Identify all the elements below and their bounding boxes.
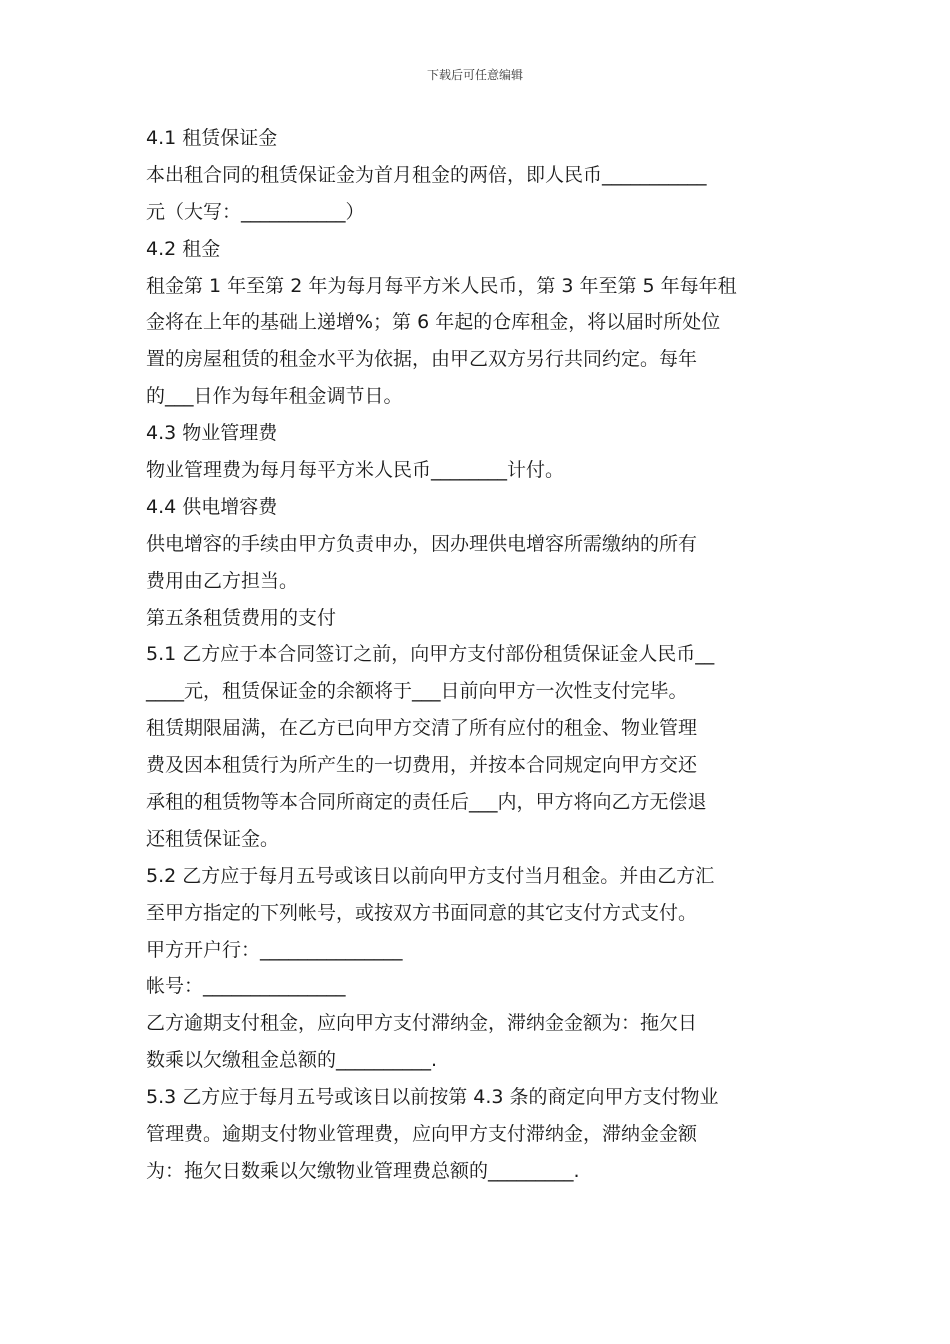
paragraph-line: 5.1 乙方应于本合同签订之前，向甲方支付部份租赁保证金人民币__	[146, 643, 715, 666]
section-title: 4.4 供电增容费	[146, 495, 278, 518]
paragraph-line: 至甲方指定的下列帐号，或按双方书面同意的其它支付方式支付。	[146, 901, 698, 924]
paragraph-line: 物业管理费为每月每平方米人民币________计付。	[146, 459, 565, 482]
paragraph-line: 费用由乙方担当。	[146, 569, 299, 592]
paragraph-line: 乙方逾期支付租金，应向甲方支付滞纳金，滞纳金金额为：拖欠日	[146, 1012, 698, 1035]
paragraph-line: 供电增容的手续由甲方负责申办，因办理供电增容所需缴纳的所有	[146, 532, 698, 555]
paragraph-line: 5.2 乙方应于每月五号或该日以前向甲方支付当月租金。并由乙方汇	[146, 864, 715, 887]
paragraph-line: 费及因本租赁行为所产生的一切费用，并按本合同规定向甲方交还	[146, 754, 698, 777]
account-field-line: 帐号：_______________	[146, 975, 346, 998]
page-header: 下载后可任意编辑	[426, 68, 523, 82]
paragraph-line: 金将在上年的基础上递增%；第 6 年起的仓库租金，将以届时所处位	[146, 311, 721, 334]
paragraph-line: 5.3 乙方应于每月五号或该日以前按第 4.3 条的商定向甲方支付物业	[146, 1086, 719, 1109]
paragraph-line: 的___日作为每年租金调节日。	[146, 385, 403, 408]
paragraph-line: 承租的租赁物等本合同所商定的责任后___内，甲方将向乙方无偿退	[146, 791, 707, 814]
paragraph-line: 为：拖欠日数乘以欠缴物业管理费总额的_________.	[146, 1159, 580, 1182]
bank-field-line: 甲方开户行：_______________	[146, 938, 403, 961]
paragraph-line: 元（大写：___________）	[146, 200, 365, 223]
section-title: 4.3 物业管理费	[146, 422, 278, 445]
paragraph-line: 置的房屋租赁的租金水平为依据，由甲乙双方另行共同约定。每年	[146, 348, 698, 371]
section-title: 4.1 租赁保证金	[146, 127, 278, 149]
document-body	[146, 120, 814, 1190]
section-title: 第五条租赁费用的支付	[146, 606, 337, 629]
paragraph-line: 还租赁保证金。	[146, 827, 280, 850]
section-title: 4.2 租金	[146, 237, 221, 260]
paragraph-line: ____元，租赁保证金的余额将于___日前向甲方一次性支付完毕。	[146, 680, 688, 703]
paragraph-line: 数乘以欠缴租金总额的__________.	[146, 1049, 438, 1072]
paragraph-line: 租赁期限届满，在乙方已向甲方交清了所有应付的租金、物业管理	[146, 717, 698, 740]
paragraph-line: 本出租合同的租赁保证金为首月租金的两倍，即人民币___________	[146, 163, 707, 186]
paragraph-line: 管理费。逾期支付物业管理费，应向甲方支付滞纳金，滞纳金金额	[146, 1123, 698, 1146]
paragraph-line: 租金第 1 年至第 2 年为每月每平方米人民币，第 3 年至第 5 年每年租	[146, 274, 737, 297]
